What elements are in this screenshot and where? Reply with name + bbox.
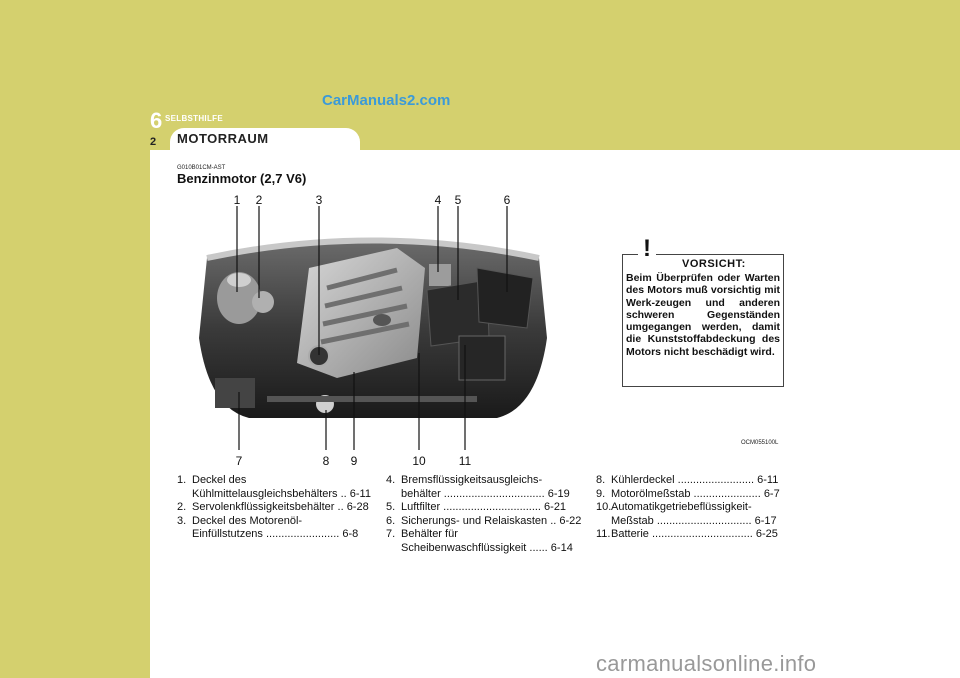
callout-11: 11: [458, 454, 472, 468]
callout-9: 9: [350, 454, 358, 468]
list-item: [386, 474, 581, 501]
list-item: [177, 515, 372, 542]
list-item-text: Batterie ................................. 6-25: [611, 528, 778, 540]
list-item: [386, 528, 581, 555]
list-item-text: Automatikgetriebeflüssigkeit-: [611, 501, 752, 513]
callout-8: 8: [322, 454, 330, 468]
callout-3: 3: [315, 193, 323, 207]
list-item-text: Deckel des: [192, 474, 247, 486]
callout-2: 2: [255, 193, 263, 207]
callout-10: 10: [412, 454, 426, 468]
parts-list-1: [177, 474, 372, 542]
list-item: [596, 501, 791, 528]
warning-icon: [632, 232, 662, 260]
chapter-number: 6: [150, 108, 163, 133]
list-item: [596, 528, 791, 542]
list-item-number: 3.: [177, 514, 187, 527]
list-item-text: Scheibenwaschflüssigkeit ...... 6-14: [401, 541, 573, 554]
parts-list-3: [596, 474, 791, 542]
list-item-number: 1.: [177, 474, 187, 486]
parts-list-2: [386, 474, 581, 555]
page-heading: Benzinmotor (2,7 V6): [177, 171, 307, 186]
list-item-number: 8.: [596, 474, 606, 486]
list-item-text: Kühlerdeckel ......................... 6-11: [611, 474, 779, 486]
list-item: [177, 501, 372, 515]
list-item-text: Bremsflüssigkeitsausgleichs-: [401, 474, 543, 486]
list-item-number: 7.: [386, 528, 396, 540]
list-item: [596, 474, 791, 488]
list-item-text: Behälter für: [401, 528, 458, 540]
photo-code: OCM055100L: [741, 440, 779, 446]
list-item: [386, 501, 581, 515]
list-item-number: 2.: [177, 501, 187, 513]
header-band: [0, 0, 960, 150]
list-item-text: Einfüllstutzens ........................ 6-8: [192, 528, 359, 540]
list-item-number: 6.: [386, 514, 396, 527]
chapter-label: SELBSTHILFE: [165, 114, 223, 123]
list-item: [177, 474, 372, 501]
list-item-text: Motorölmeßstab ...................... 6-7: [611, 487, 780, 500]
list-item-text: Deckel des Motorenöl-: [192, 514, 303, 527]
list-item: [596, 488, 791, 502]
callout-1: 1: [233, 193, 241, 207]
list-item-text: Sicherungs- und Relaiskasten .. 6-22: [401, 514, 582, 527]
callout-5: 5: [454, 193, 462, 207]
section-code: G010B01CM-AST: [177, 165, 226, 171]
list-item-number: 10.: [596, 501, 612, 513]
list-item-text: Kühlmittelausgleichsbehälters .. 6-11: [192, 487, 371, 500]
page-number: 2: [150, 136, 157, 148]
list-item-text: Servolenkflüssigkeitsbehälter .. 6-28: [192, 501, 369, 513]
list-item-text: Luftfilter ................................ 6-21: [401, 501, 567, 513]
callout-4: 4: [434, 193, 442, 207]
list-item-number: 5.: [386, 501, 396, 513]
side-band: [0, 150, 150, 678]
list-item-number: 4.: [386, 474, 396, 486]
engine-bay-photo: [197, 228, 549, 420]
list-item-text: Meßstab ............................... 6-17: [611, 514, 777, 527]
warning-body: Beim Überprüfen oder Warten des Motors muß vorsichtig mit Werk-zeugen und anderen schweren Gegenständen umgegangen werden, damit die Kunststoffabdeckung des Motors nicht beschädigt wird.: [626, 272, 780, 358]
callout-7: 7: [235, 454, 243, 468]
callout-6: 6: [503, 193, 511, 207]
list-item-number: 11.: [596, 528, 611, 540]
warning-title: VORSICHT:: [682, 258, 746, 270]
watermark-bottom[interactable]: carmanualsonline.info: [596, 651, 817, 676]
svg-text:!: !: [643, 235, 651, 260]
list-item-text: behälter ................................. 6-19: [401, 487, 570, 500]
list-item: [386, 515, 581, 529]
list-item-number: 9.: [596, 487, 606, 500]
watermark-top[interactable]: CarManuals2.com: [322, 92, 451, 109]
section-title: MOTORRAUM: [177, 131, 269, 146]
